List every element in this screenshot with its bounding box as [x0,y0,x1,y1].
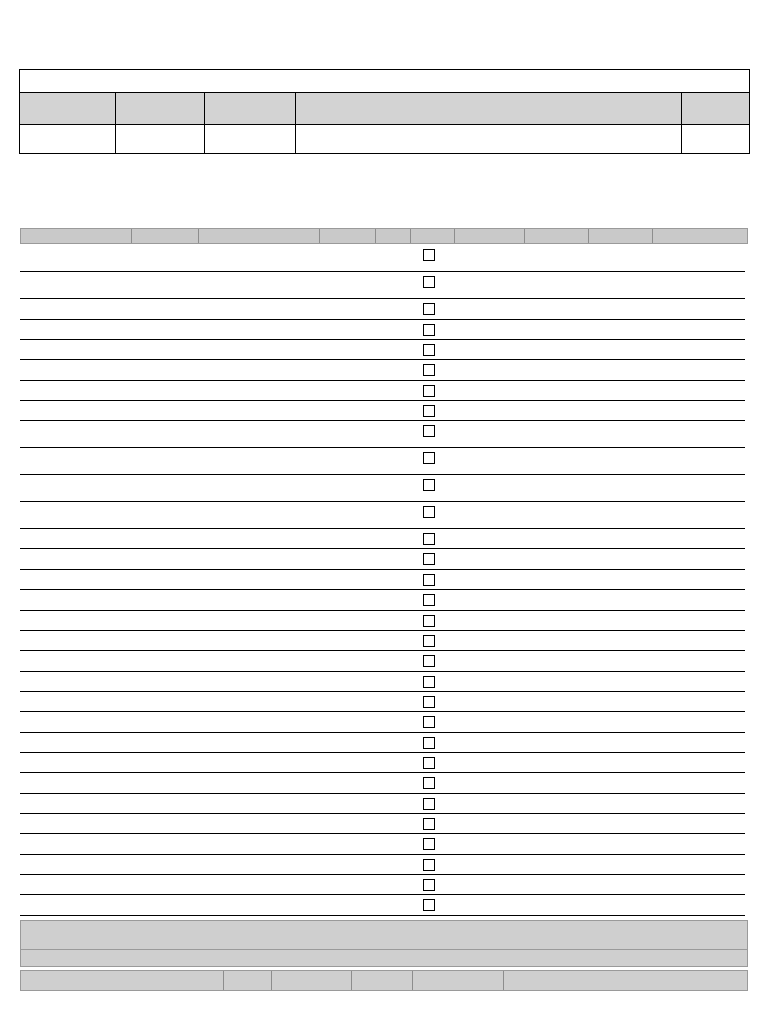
table-row [20,528,745,549]
row-checkbox[interactable] [423,553,435,565]
table-row [20,630,745,651]
table-row [20,874,745,895]
grid-header-divider [198,229,199,243]
value-cell-5[interactable] [682,125,749,153]
grid-header-divider [131,229,132,243]
table-row [20,650,745,672]
table-row [20,894,745,916]
grid-header [20,228,748,244]
row-checkbox[interactable] [423,879,435,891]
table-row [20,732,745,753]
table-row [20,691,745,712]
footer-notes-block [20,920,748,967]
row-checkbox[interactable] [423,452,435,464]
value-cell-1[interactable] [20,125,116,153]
row-checkbox[interactable] [423,303,435,315]
row-checkbox[interactable] [423,533,435,545]
table-row [20,813,745,834]
table-row [20,447,745,475]
table-row [20,711,745,733]
row-checkbox[interactable] [423,506,435,518]
row-checkbox[interactable] [423,798,435,810]
table-row [20,548,745,570]
footer-strip-divider [351,971,352,990]
row-checkbox[interactable] [423,425,435,437]
footer-strip-divider [271,971,272,990]
table-row [20,569,745,590]
row-checkbox[interactable] [423,859,435,871]
grid-header-divider [588,229,589,243]
footer-strip-divider [223,971,224,990]
header-cell-2 [116,93,205,125]
row-checkbox[interactable] [423,479,435,491]
table-row [20,271,745,299]
footer-signature-strip [20,970,748,991]
footer-strip-divider [412,971,413,990]
table-row [20,610,745,631]
row-checkbox[interactable] [423,818,435,830]
footer-divider [21,949,747,950]
table-row [20,772,745,794]
grid-header-divider [652,229,653,243]
table-row [20,298,745,320]
form-title-bar [20,70,749,93]
header-cell-4 [296,93,682,125]
grid-header-divider [375,229,376,243]
row-checkbox[interactable] [423,405,435,417]
row-checkbox[interactable] [423,574,435,586]
value-cell-4[interactable] [296,125,682,153]
table-row [20,359,745,381]
table-row [20,833,745,855]
row-checkbox[interactable] [423,777,435,789]
table-row [20,671,745,692]
grid-header-divider [454,229,455,243]
row-checkbox[interactable] [423,324,435,336]
table-row [20,854,745,875]
row-checkbox[interactable] [423,838,435,850]
table-row [20,589,745,611]
row-checkbox[interactable] [423,716,435,728]
row-checkbox[interactable] [423,757,435,769]
header-cell-3 [205,93,296,125]
table-row [20,501,745,529]
grid-header-divider [410,229,411,243]
table-row [20,793,745,814]
footer-strip-divider [503,971,504,990]
row-checkbox[interactable] [423,594,435,606]
grid-header-divider [524,229,525,243]
row-checkbox[interactable] [423,737,435,749]
table-row [20,400,745,421]
row-checkbox[interactable] [423,385,435,397]
header-cell-1 [20,93,116,125]
table-row [20,319,745,340]
table-row [20,752,745,773]
value-cell-2[interactable] [116,125,205,153]
row-checkbox[interactable] [423,635,435,647]
row-checkbox[interactable] [423,249,435,261]
table-row [20,420,745,448]
row-checkbox[interactable] [423,276,435,288]
table-row [20,474,745,502]
form-header-table [19,69,750,154]
row-checkbox[interactable] [423,899,435,911]
row-checkbox[interactable] [423,364,435,376]
row-checkbox[interactable] [423,655,435,667]
grid-header-divider [319,229,320,243]
row-checkbox[interactable] [423,344,435,356]
table-row [20,380,745,401]
row-checkbox[interactable] [423,615,435,627]
table-row [20,339,745,360]
table-row [20,244,745,272]
row-checkbox[interactable] [423,696,435,708]
row-checkbox[interactable] [423,676,435,688]
header-cell-5 [682,93,749,125]
value-cell-3[interactable] [205,125,296,153]
